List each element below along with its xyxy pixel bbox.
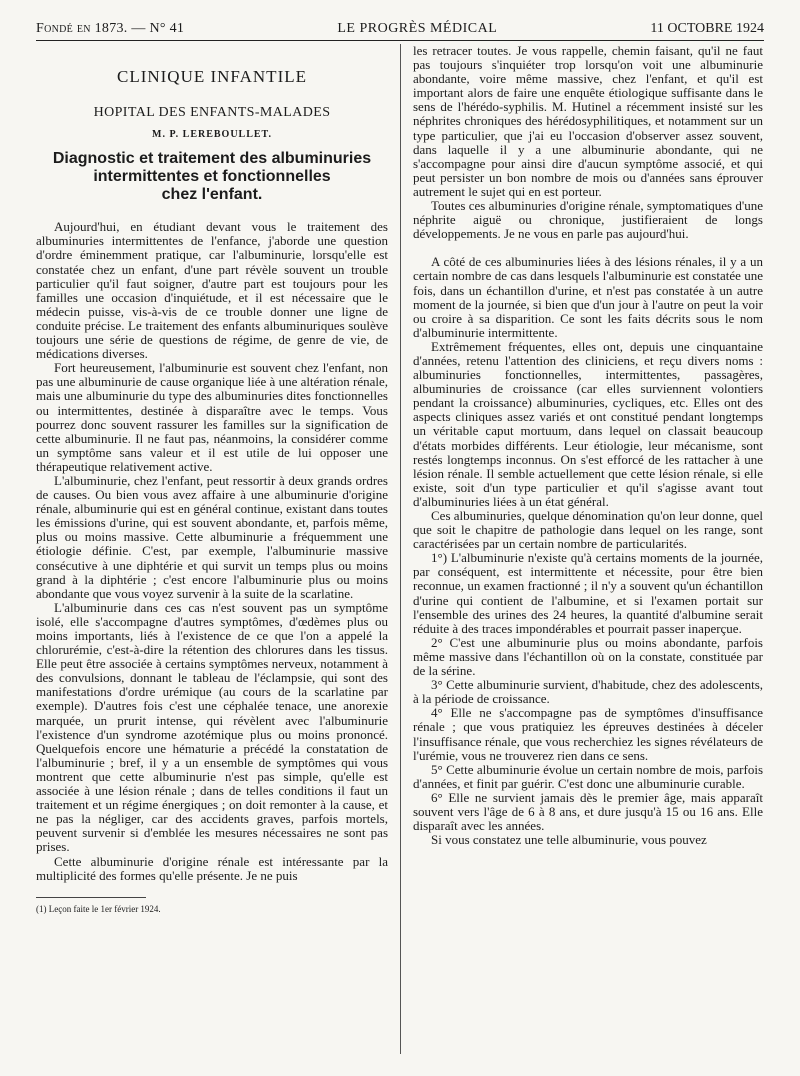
paragraph-gap xyxy=(413,241,763,255)
paragraph: 5° Cette albuminurie évolue un certain nombre de mois, parfois d'années, et finit par guérir. C'est donc une albuminurie curable. xyxy=(413,761,763,791)
footnote: (1) Leçon faite le 1er février 1924. xyxy=(36,903,161,914)
paragraph: A côté de ces albuminuries liées à des lésions rénales, il y a un certain nombre de cas dans lesquels l'albuminurie est constatée une fois, dans un échantillon d'urine, et n'est pas constatée à un autre moment de la journée, si bien que d'un jour à l'autre on peut la voir ou croire à sa disparition. Ce sont les faits décrits sous le nom d'albuminurie intermittente. xyxy=(413,254,763,340)
paragraph: les retracer toutes. Je vous rappelle, chemin faisant, qu'il ne faut pas toujours s'inquiéter trop lorsqu'on voit une albuminurie abondante, voire même massive, chez l'enfant, et qu'il est important alors de faire une enquête étiologique suffisante dans le sens de l'hérédo-syphilis. M. Hutinel a récemment insisté sur les néphrites chroniques des hérédosyphilitiques, et notamment sur un type particulier, que j'ai eu l'occasion d'observer assez souvent, dans laquelle il y a une albuminurie abondante, qui ne s'accompagne pour ainsi dire d'aucun symptôme associé, et qui peut persister un bon nombre de mois ou d'années sans éprouver autrement le sujet qui en est porteur. xyxy=(413,43,763,199)
header-founded: Fondé en 1873. — N° 41 xyxy=(36,21,185,36)
title-line: Diagnostic et traitement des albuminuries xyxy=(52,150,372,168)
page-header xyxy=(36,18,764,41)
paragraph: L'albuminurie dans ces cas n'est souvent pas un symptôme isolé, elle s'accompagne d'autres symptômes, d'œdèmes plus ou moins importants, liés à l'existence de ce que l'on a appelé la chlorurémie, c'est-à-dire la rétention des chlorures dans les tissus. Elle peut être associée à certains symptômes nerveux, notamment à des convulsions, donnant le tableau de l'éclampsie, qui sont des manifestations d'ordre urémique (au cours de la scarlatine par exemple). D'autres fois c'est une céphalée tenace, une anorexie marquée, un prurit intense, qui révèlent avec l'albuminurie l'existence d'un syndrome azotémique plus ou moins prononcé. Quelquefois encore une hématurie a précédé la constatation de l'albuminurie ; bref, il y a un ensemble de symptômes qui vous montrent que cette albuminurie n'est pas simple, qu'elle est associée à une lésion rénale ; dans de telles conditions il faut un traitement et un régime énergiques ; on doit remonter à la cause, et ne pas la négliger, car des accidents graves, parfois mortels, peuvent survenir si d'emblée les mesures nécessaires ne sont pas prises. xyxy=(36,599,388,855)
left-column xyxy=(36,44,388,916)
section-title: CLINIQUE INFANTILE xyxy=(116,67,307,86)
paragraph: Toutes ces albuminuries d'origine rénale, symptomatiques d'une néphrite aiguë ou chronique, justifieraient de longs développements. Je ne vous en parle pas aujourd'hui. xyxy=(413,198,763,242)
journal-name: LE PROGRÈS MÉDICAL xyxy=(337,21,498,36)
author-name: M. P. LEREBOULLET. xyxy=(152,129,272,141)
paragraph: 2° C'est une albuminurie plus ou moins abondante, parfois même massive dans l'échantillon où on la constate, constituée par de la sérine. xyxy=(413,634,763,679)
hospital-name: HOPITAL DES ENFANTS-MALADES xyxy=(93,105,331,121)
footnote-rule xyxy=(36,897,146,898)
paragraph: L'albuminurie, chez l'enfant, peut ressortir à deux grands ordres de causes. Ou bien vous avez affaire à une albuminurie d'origine rénale, albuminurie qui est en général continue, existant dans toutes les émissions d'urine, qui est souvent abondante, et, parfois même, plus ou moins massive. Cette albuminurie a fréquemment une étiologie définie. C'est, par exemple, l'albuminurie massive consécutive à une diphtérie et qui survit un temps plus ou moins grand à la diphtérie ; c'est encore l'albuminurie plus ou moins abondante que vous voyez survenir à la suite de la scarlatine. xyxy=(36,472,388,601)
paragraph: Extrêmement fréquentes, elles ont, depuis une cinquantaine d'années, retenu l'attention des cliniciens, et reçu divers noms : albuminuries fonctionnelles, intermittentes, passagères, albuminuries de croissance (car elles surviennent volontiers pendant la croissance) albuminuries, cycliques, etc. Elles ont des aspects cliniques assez variés et ont constitué pendant longtemps un véritable caput mortuum, dans lequel on classait beaucoup d'états morbides différents. Leur étiologie, leur mécanisme, sont restés longtemps inconnus. On s'est efforcé de les rattacher à une lésion rénale. Il semble actuellement que cette lésion rénale, si elle existe, soit d'un type particulier et qu'il s'agisse avant tout d'albuminuries liées à un état général. xyxy=(413,338,763,509)
paragraph: Cette albuminurie d'origine rénale est intéressante par la multiplicité des formes qu'elle présente. Je ne puis xyxy=(36,853,388,883)
issue-date: 11 OCTOBRE 1924 xyxy=(650,21,764,36)
paragraph: 4° Elle ne s'accompagne pas de symptômes d'insuffisance rénale ; que vous pratiquiez les épreuves destinées à déceler l'insuffisance rénale, que vous recherchiez les signes révélateurs de l'urémie, vous ne trouverez rien dans ce sens. xyxy=(413,705,763,763)
paragraph: Si vous constatez une telle albuminurie, vous pouvez xyxy=(431,832,707,848)
paragraph: Fort heureusement, l'albuminurie est souvent chez l'enfant, non pas une albuminurie de cause organique liée à une altération rénale, mais une albuminurie du type des albuminuries dites fonctionnelles ou intermittentes, destinée à disparaître avec le temps. Vous pourrez donc souvent rassurer les familles sur la signification de cette albuminurie. Il ne faut pas, néanmoins, la considérer comme un symptôme sans valeur et il est utile de lui opposer une thérapeutique relativement active. xyxy=(36,360,388,474)
title-line: chez l'enfant. xyxy=(161,186,263,204)
column-divider xyxy=(400,44,401,1054)
title-line: intermittentes et fonctionnelles xyxy=(93,168,331,186)
right-column xyxy=(413,44,763,847)
paragraph: 3° Cette albuminurie survient, d'habitude, chez des adolescents, à la période de croissance. xyxy=(413,677,763,707)
paragraph: 6° Elle ne survient jamais dès le premier âge, mais apparaît souvent vers l'âge de 6 à 8 ans, et dure jusqu'à 15 ou 16 ans. Elle disparaît avec les années. xyxy=(413,789,763,834)
paragraph: Aujourd'hui, en étudiant devant vous le traitement des albuminuries intermittentes de l'enfance, j'aborde une question d'ordre éminemment pratique, car l'albuminurie, lorsqu'elle est constatée chez un enfant, d'une part révèle souvent un trouble particulier qu'il faut soigner, d'autre part est toujours pour les familles une occasion d'inquiétude, et il est nécessaire que le médecin puisse, vis-à-vis de ce trouble donner une ligne de conduite précise. Le traitement des enfants albuminuriques soulève toujours une série de questions de régime, de genre de vie, de médications diverses. xyxy=(36,219,388,362)
paragraph: 1°) L'albuminurie n'existe qu'à certains moments de la journée, par conséquent, est intermittente et nécessite, pour être bien reconnue, un examen fractionné ; il n'y a souvent qu'un échantillon d'urine qui contient de l'albumine, et si l'examen portait sur l'ensemble des urines des 24 heures, la quantité d'albumine serait réduite à des traces impondérables et pourrait passer inaperçue. xyxy=(413,550,763,636)
paragraph: Ces albuminuries, quelque dénomination qu'on leur donne, quel que soit le chapitre de pathologie dans lequel on les range, sont caractérisées par un certain nombre de particularités. xyxy=(413,508,763,552)
article-title xyxy=(36,150,388,204)
